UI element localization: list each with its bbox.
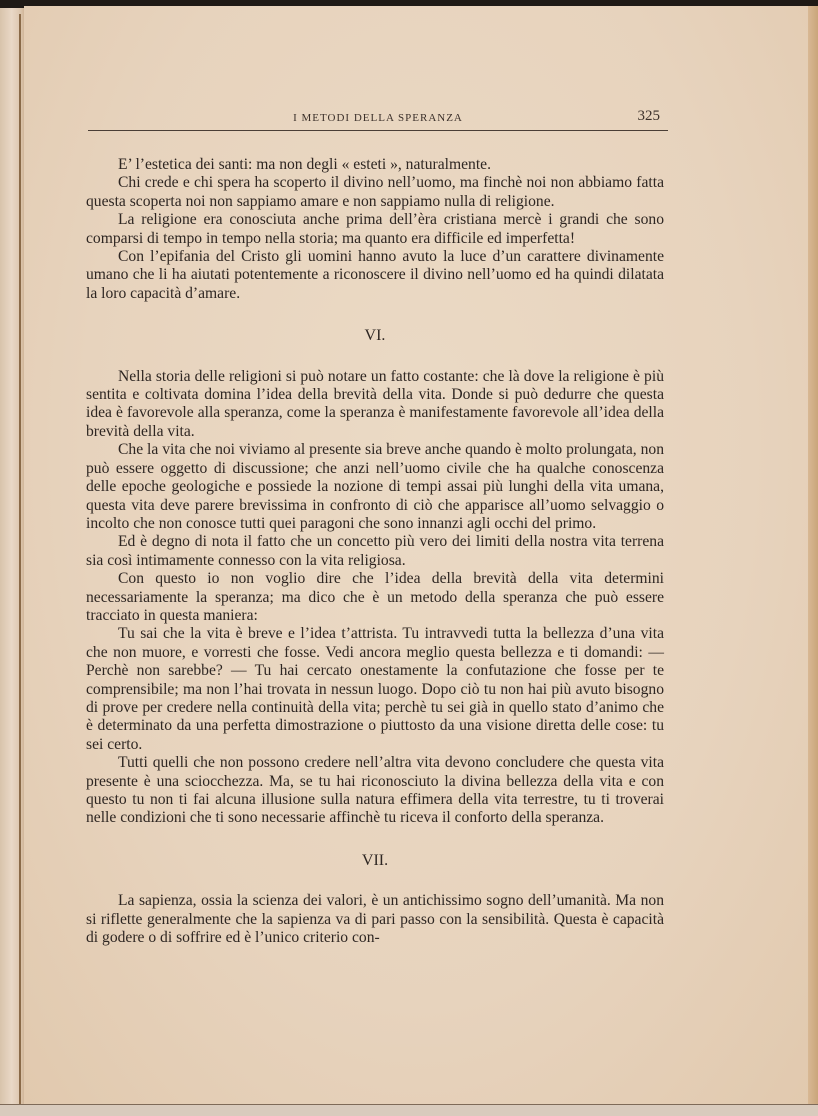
book-gutter [0, 8, 26, 1108]
paragraph: Tu sai che la vita è breve e l’idea t’attrista. Tu intravvedi tutta la bellezza d’una vita che non muore, e vorresti che fosse. Vedi ancora meglio questa bellezza e ti domandi: — Perchè non sarebbe? — Tu hai cercato onestamente la confutazione che fosse per te comprensibile; ma non l’hai trovata in nessun luogo. Dopo ciò tu non hai più avuto bisogno di prove per credere nella continuità della vita; perchè tu sei già in quello stato d’animo che è determinato da una perfetta dimostrazione o piuttosto da una visione diretta delle cose: tu sei certo. [86, 625, 664, 753]
page-fore-edge [808, 6, 818, 1106]
running-head-title: I METODI DELLA SPERANZA [293, 112, 463, 124]
paragraph: Tutti quelli che non possono credere nell’altra vita devono concludere che questa vita presente è una sciocchezza. Ma, se tu hai riconosciuto la divina bellezza della vita e con questo tu non ti fai alcuna illusione sulla natura effimera della vita terrestre, tu ti troverai nelle condizioni che ti sono necessarie affinchè tu riceva il conforto della speranza. [86, 754, 664, 827]
paragraph: La sapienza, ossia la scienza dei valori, è un antichissimo sogno dell’umanità. Ma non si riflette generalmente che la sapienza va di pari passo con la sensibilità. Questa è capacità di godere o di soffrire ed è l’unico criterio con- [86, 892, 664, 947]
paragraph: Chi crede e chi spera ha scoperto il divino nell’uomo, ma finchè noi non abbiamo fatta questa scoperta noi non sappiamo amare e non sappiamo nulla di religione. [86, 174, 664, 210]
paragraph: Ed è degno di nota il fatto che un concetto più vero dei limiti della nostra vita terrena sia così intimamente connesso con la vita religiosa. [86, 533, 664, 569]
paragraph: Nella storia delle religioni si può notare un fatto costante: che là dove la religione è più sentita e coltivata domina l’idea della brevità della vita. Donde si può dedurre che questa idea è favorevole alla speranza, come la speranza è manifestamente favorevole all’idea della brevità della vita. [86, 367, 664, 440]
scan-bottom-edge [0, 1104, 818, 1116]
paragraph: Con l’epifania del Cristo gli uomini hanno avuto la luce d’un carattere divinamente umano che li ha aiutati potentemente a riconoscere il divino nell’uomo ed ha quindi dilatata la loro capacità d’amare. [86, 248, 664, 302]
section-heading-vi: VI. [364, 327, 386, 345]
gutter-rule [19, 14, 21, 1104]
paragraph: La religione era conosciuta anche prima dell’èra cristiana mercè i grandi che sono comparsi di tempo in tempo nella storia; ma quanto era difficile ed imperfetta! [86, 211, 664, 247]
paragraph: E’ l’estetica dei santi: ma non degli « esteti », naturalmente. [118, 156, 491, 173]
running-head [88, 108, 668, 131]
paragraph: Con questo io non voglio dire che l’idea della brevità della vita determini necessariamente la speranza; ma dico che è un metodo della speranza che può essere tracciato in questa maniera: [86, 570, 664, 624]
page-number: 325 [637, 108, 660, 124]
section-heading-vii: VII. [361, 851, 389, 869]
body-text [86, 156, 664, 947]
paragraph: Che la vita che noi viviamo al presente sia breve anche quando è molto prolungata, non può essere oggetto di discussione; che anzi nell’uomo civile che ha qualche conoscenza delle epoche geologiche e possiede la nozione di tempi assai più lunghi della vita umana, questa vita deve parere brevissima in confronto di ciò che apparisce all’uomo selvaggio o incolto che non conosce tutti quei paragoni che sono innanzi agli occhi del primo. [86, 441, 664, 532]
